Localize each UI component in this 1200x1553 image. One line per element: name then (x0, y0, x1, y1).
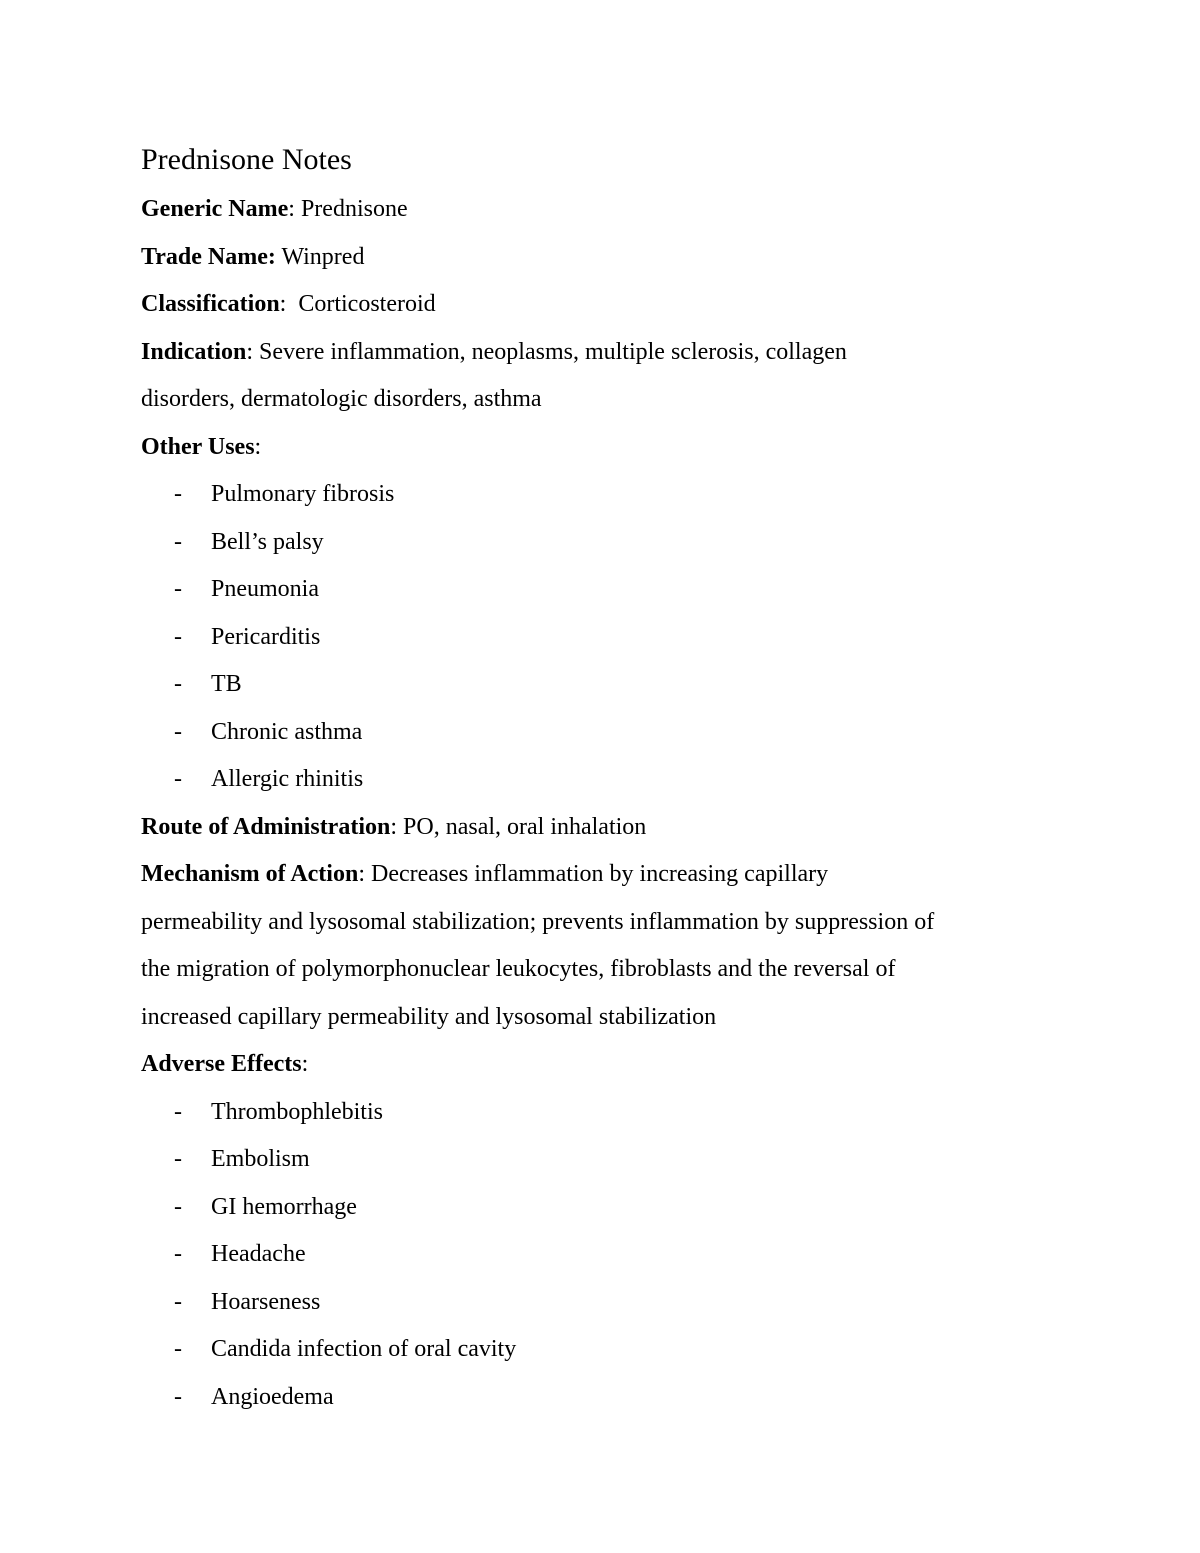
dash-bullet: - (174, 1383, 182, 1410)
classification-value: Corticosteroid (298, 291, 436, 317)
list-item-text: Thrombophlebitis (211, 1098, 383, 1125)
list-item-text: Embolism (211, 1146, 310, 1172)
list-item-text: Headache (211, 1241, 306, 1267)
list-item (141, 661, 1071, 709)
trade-name-label: Trade Name: (141, 243, 276, 270)
trade-name-field (141, 234, 1071, 282)
mechanism-label: Mechanism of Action (141, 861, 359, 887)
list-item-text: Chronic asthma (211, 718, 363, 745)
indication-value-line2: disorders, dermatologic disorders, asthma (141, 386, 542, 412)
route-value: PO, nasal, oral inhalation (403, 813, 647, 840)
page-title: Prednisone Notes (141, 143, 352, 176)
list-item-text: Angioedema (211, 1383, 334, 1410)
classification-field (141, 281, 1071, 329)
mechanism-separator: : (358, 861, 371, 887)
other-uses-list (141, 471, 1071, 804)
mechanism-value-line1: Decreases inflammation by increasing capillary (370, 861, 829, 887)
route-separator: : (390, 813, 404, 840)
dash-bullet: - (174, 1241, 182, 1267)
list-item-text: Allergic rhinitis (211, 766, 364, 792)
generic-name-value: Prednisone (300, 196, 408, 222)
list-item (141, 1136, 1071, 1184)
dash-bullet: - (174, 576, 182, 602)
list-item-text: TB (211, 671, 242, 697)
adverse-effects-separator: : (301, 1051, 309, 1077)
list-item-text: Pulmonary fibrosis (211, 481, 395, 507)
list-item (141, 1279, 1071, 1327)
dash-bullet: - (174, 671, 182, 697)
list-item-text: GI hemorrhage (211, 1193, 357, 1220)
dash-bullet: - (174, 1193, 182, 1220)
mechanism-value-line2: permeability and lysosomal stabilization; prevents inflammation by suppression of (141, 908, 935, 935)
list-item-text: Pneumonia (211, 576, 319, 602)
other-uses-separator: : (254, 433, 262, 460)
dash-bullet: - (174, 481, 182, 507)
document-body (141, 138, 1071, 1421)
dash-bullet: - (174, 528, 182, 555)
list-item (141, 1089, 1071, 1137)
classification-separator: : (279, 291, 299, 317)
mechanism-continuation-4 (141, 994, 1071, 1042)
other-uses-label: Other Uses (141, 433, 255, 460)
list-item (141, 756, 1071, 804)
list-item-text: Bell’s palsy (211, 528, 324, 555)
list-item (141, 1374, 1071, 1422)
dash-bullet: - (174, 1098, 182, 1125)
generic-name-field (141, 186, 1071, 234)
classification-label: Classification (141, 291, 280, 317)
indication-field (141, 329, 1071, 377)
route-field (141, 804, 1071, 852)
dash-bullet: - (174, 1336, 182, 1362)
mechanism-value-line4: increased capillary permeability and lysosomal stabilization (141, 1003, 717, 1030)
list-item (141, 1231, 1071, 1279)
dash-bullet: - (174, 623, 182, 650)
list-item (141, 566, 1071, 614)
list-item (141, 709, 1071, 757)
indication-label: Indication (141, 338, 247, 365)
list-item-text: Candida infection of oral cavity (211, 1336, 517, 1362)
mechanism-field (141, 851, 1071, 899)
trade-name-value: Winpred (281, 243, 365, 270)
mechanism-value-line3: the migration of polymorphonuclear leukocytes, fibroblasts and the reversal of (141, 956, 896, 982)
generic-name-separator: : (288, 196, 301, 222)
dash-bullet: - (174, 766, 182, 792)
indication-separator: : (246, 338, 260, 365)
other-uses-heading (141, 424, 1071, 472)
list-item (141, 519, 1071, 567)
list-item (141, 614, 1071, 662)
indication-continuation (141, 376, 1071, 424)
mechanism-continuation-3 (141, 946, 1071, 994)
route-label: Route of Administration (141, 813, 391, 840)
adverse-effects-label: Adverse Effects (141, 1051, 302, 1077)
dash-bullet: - (174, 718, 182, 745)
mechanism-continuation-2 (141, 899, 1071, 947)
generic-name-label: Generic Name (141, 196, 289, 222)
adverse-effects-list (141, 1089, 1071, 1422)
indication-value-line1: Severe inflammation, neoplasms, multiple sclerosis, collagen (259, 338, 847, 365)
dash-bullet: - (174, 1146, 182, 1172)
adverse-effects-heading (141, 1041, 1071, 1089)
list-item (141, 471, 1071, 519)
dash-bullet: - (174, 1288, 182, 1315)
list-item (141, 1184, 1071, 1232)
list-item-text: Hoarseness (211, 1288, 321, 1315)
list-item (141, 1326, 1071, 1374)
list-item-text: Pericarditis (211, 623, 321, 650)
